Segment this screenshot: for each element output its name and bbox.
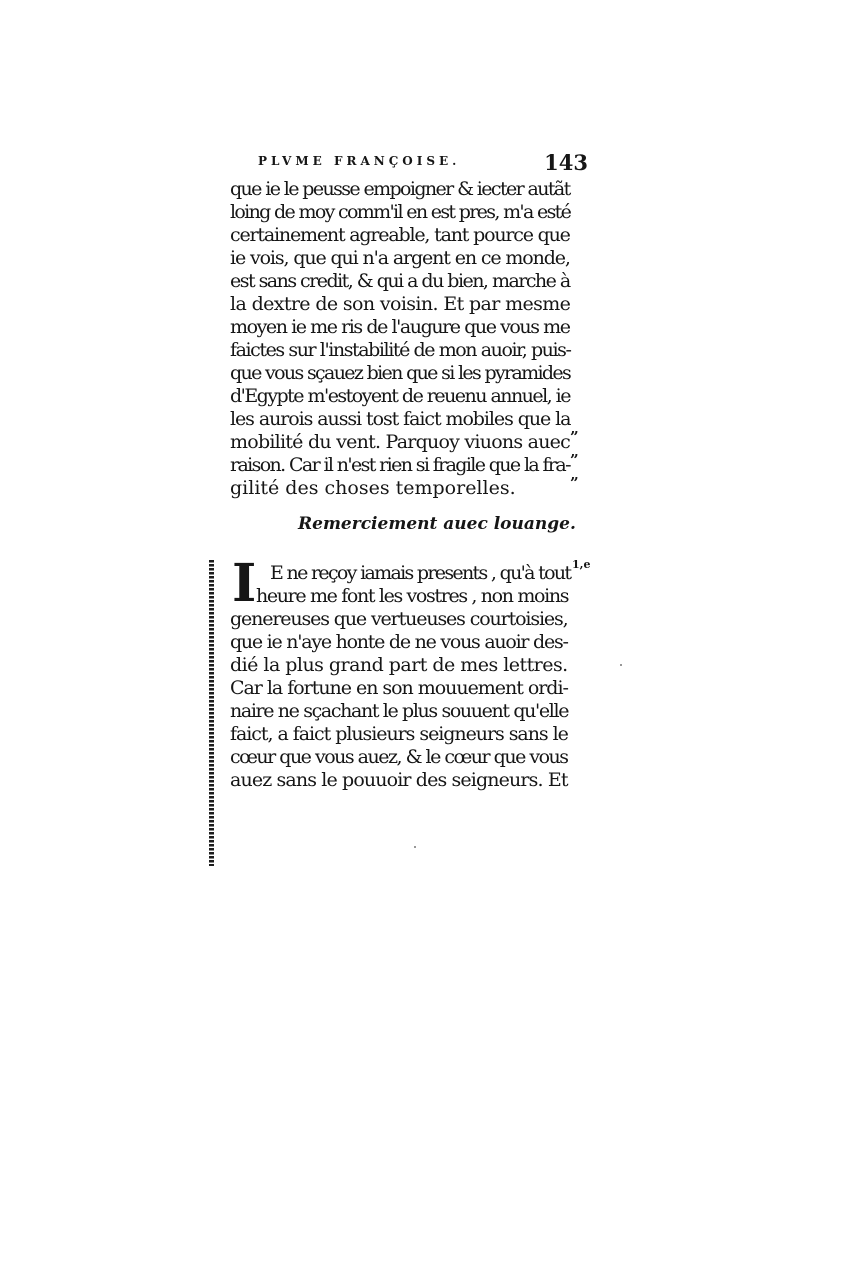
running-head: PLVME FRANÇOISE.: [258, 154, 461, 168]
text-line: faictes sur l'instabilité de mon auoir, puis-: [230, 339, 571, 361]
text-line: que ie le peusse empoigner & iecter autãt: [230, 178, 570, 200]
quote-mark: ”: [570, 474, 579, 492]
text-line: faict, a faict plusieurs seigneurs sans le: [230, 723, 568, 745]
quote-mark: ”: [570, 451, 579, 469]
text-line: que vous sçauez bien que si les pyramides: [230, 362, 571, 384]
text-line: dié la plus grand part de mes lettres.: [230, 654, 568, 676]
text-line: auez sans le pouuoir des seigneurs. Et: [230, 769, 568, 791]
section-title: Remerciement auec louange.: [298, 514, 576, 534]
text-line: gilité des choses temporelles.: [230, 477, 516, 499]
text-line: Car la fortune en son mouuement ordi-: [230, 677, 568, 699]
text-line: que ie n'aye honte de ne vous auoir des-: [230, 631, 568, 653]
text-line: certainement agreable, tant pource que: [230, 224, 570, 246]
text-line: ie vois, que qui n'a argent en ce monde,: [230, 247, 570, 269]
ink-speck: [414, 846, 416, 848]
text-line: loing de moy comm'il en est pres, m'a esté: [230, 201, 571, 223]
text-line: genereuses que vertueuses courtoisies,: [230, 608, 568, 630]
text-line: naire ne sçachant le plus souuent qu'elle: [230, 700, 569, 722]
text-line: E ne reçoy iamais presents , qu'à tout: [270, 562, 571, 584]
binding-edge-mark: [209, 560, 214, 866]
text-line: les aurois aussi tost faict mobiles que la: [230, 408, 571, 430]
text-line: d'Egypte m'estoyent de reuenu annuel, ie: [230, 385, 570, 407]
margin-note: 1,e: [572, 558, 591, 571]
ink-speck: [620, 664, 622, 666]
text-line: mobilité du vent. Parquoy viuons auec: [230, 431, 571, 453]
drop-initial: I: [232, 553, 257, 614]
text-line: raison. Car il n'est rien si fragile que la fra-: [230, 454, 570, 476]
page-header: [258, 150, 588, 176]
text-line: la dextre de son voisin. Et par mesme: [230, 293, 571, 315]
text-line: heure me font les vostres , non moins: [256, 585, 569, 607]
text-line: cœur que vous auez, & le cœur que vous: [230, 746, 568, 768]
text-line: moyen ie me ris de l'augure que vous me: [230, 316, 570, 338]
quote-mark: ”: [570, 428, 579, 446]
text-line: est sans credit, & qui a du bien, marche à: [230, 270, 570, 292]
page-number: 143: [544, 150, 588, 175]
